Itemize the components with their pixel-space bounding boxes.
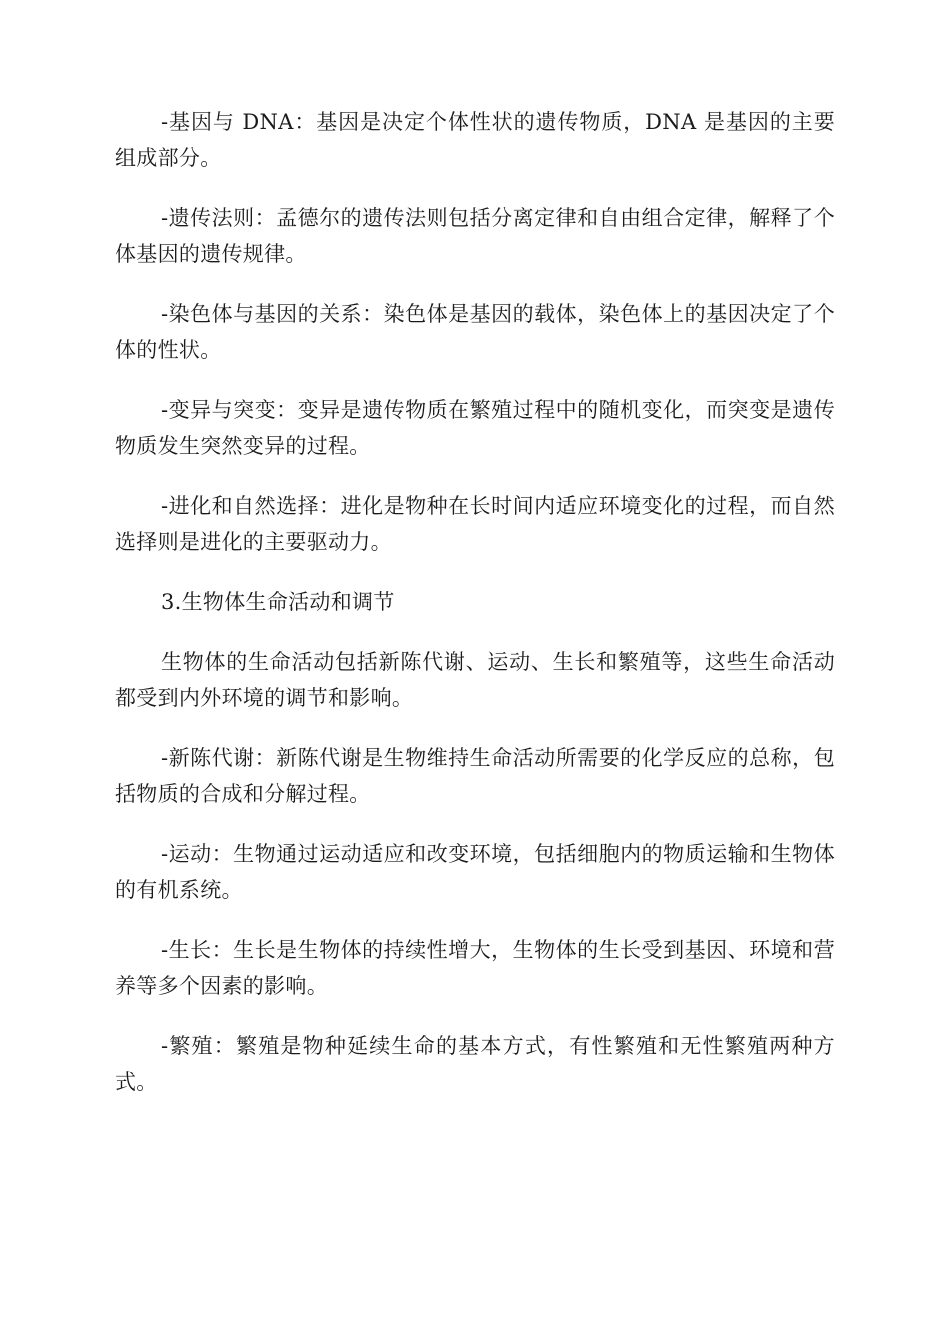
document-body (115, 104, 835, 1124)
paragraph-gene-dna: -基因与 DNA：基因是决定个体性状的遗传物质，DNA 是基因的主要组成部分。 (115, 110, 835, 170)
paragraph-chromosome-gene: -染色体与基因的关系：染色体是基因的载体，染色体上的基因决定了个体的性状。 (115, 302, 835, 362)
paragraph-metabolism: -新陈代谢：新陈代谢是生物维持生命活动所需要的化学反应的总称，包括物质的合成和分解过程。 (115, 746, 835, 806)
paragraph-growth: -生长：生长是生物体的持续性增大，生物体的生长受到基因、环境和营养等多个因素的影响。 (115, 938, 835, 998)
paragraph-movement: -运动：生物通过运动适应和改变环境，包括细胞内的物质运输和生物体的有机系统。 (115, 842, 835, 902)
paragraph-variation-mutation: -变异与突变：变异是遗传物质在繁殖过程中的随机变化，而突变是遗传物质发生突然变异的过程。 (115, 398, 835, 458)
section-heading: 3.生物体生命活动和调节 (161, 590, 395, 614)
paragraph-life-activities: 生物体的生命活动包括新陈代谢、运动、生长和繁殖等，这些生命活动都受到内外环境的调节和影响。 (115, 650, 835, 710)
paragraph-reproduction: -繁殖：繁殖是物种延续生命的基本方式，有性繁殖和无性繁殖两种方式。 (115, 1034, 835, 1094)
paragraph-inheritance-laws: -遗传法则：孟德尔的遗传法则包括分离定律和自由组合定律，解释了个体基因的遗传规律。 (115, 206, 835, 266)
paragraph-evolution-selection: -进化和自然选择：进化是物种在长时间内适应环境变化的过程，而自然选择则是进化的主要驱动力。 (115, 494, 835, 554)
